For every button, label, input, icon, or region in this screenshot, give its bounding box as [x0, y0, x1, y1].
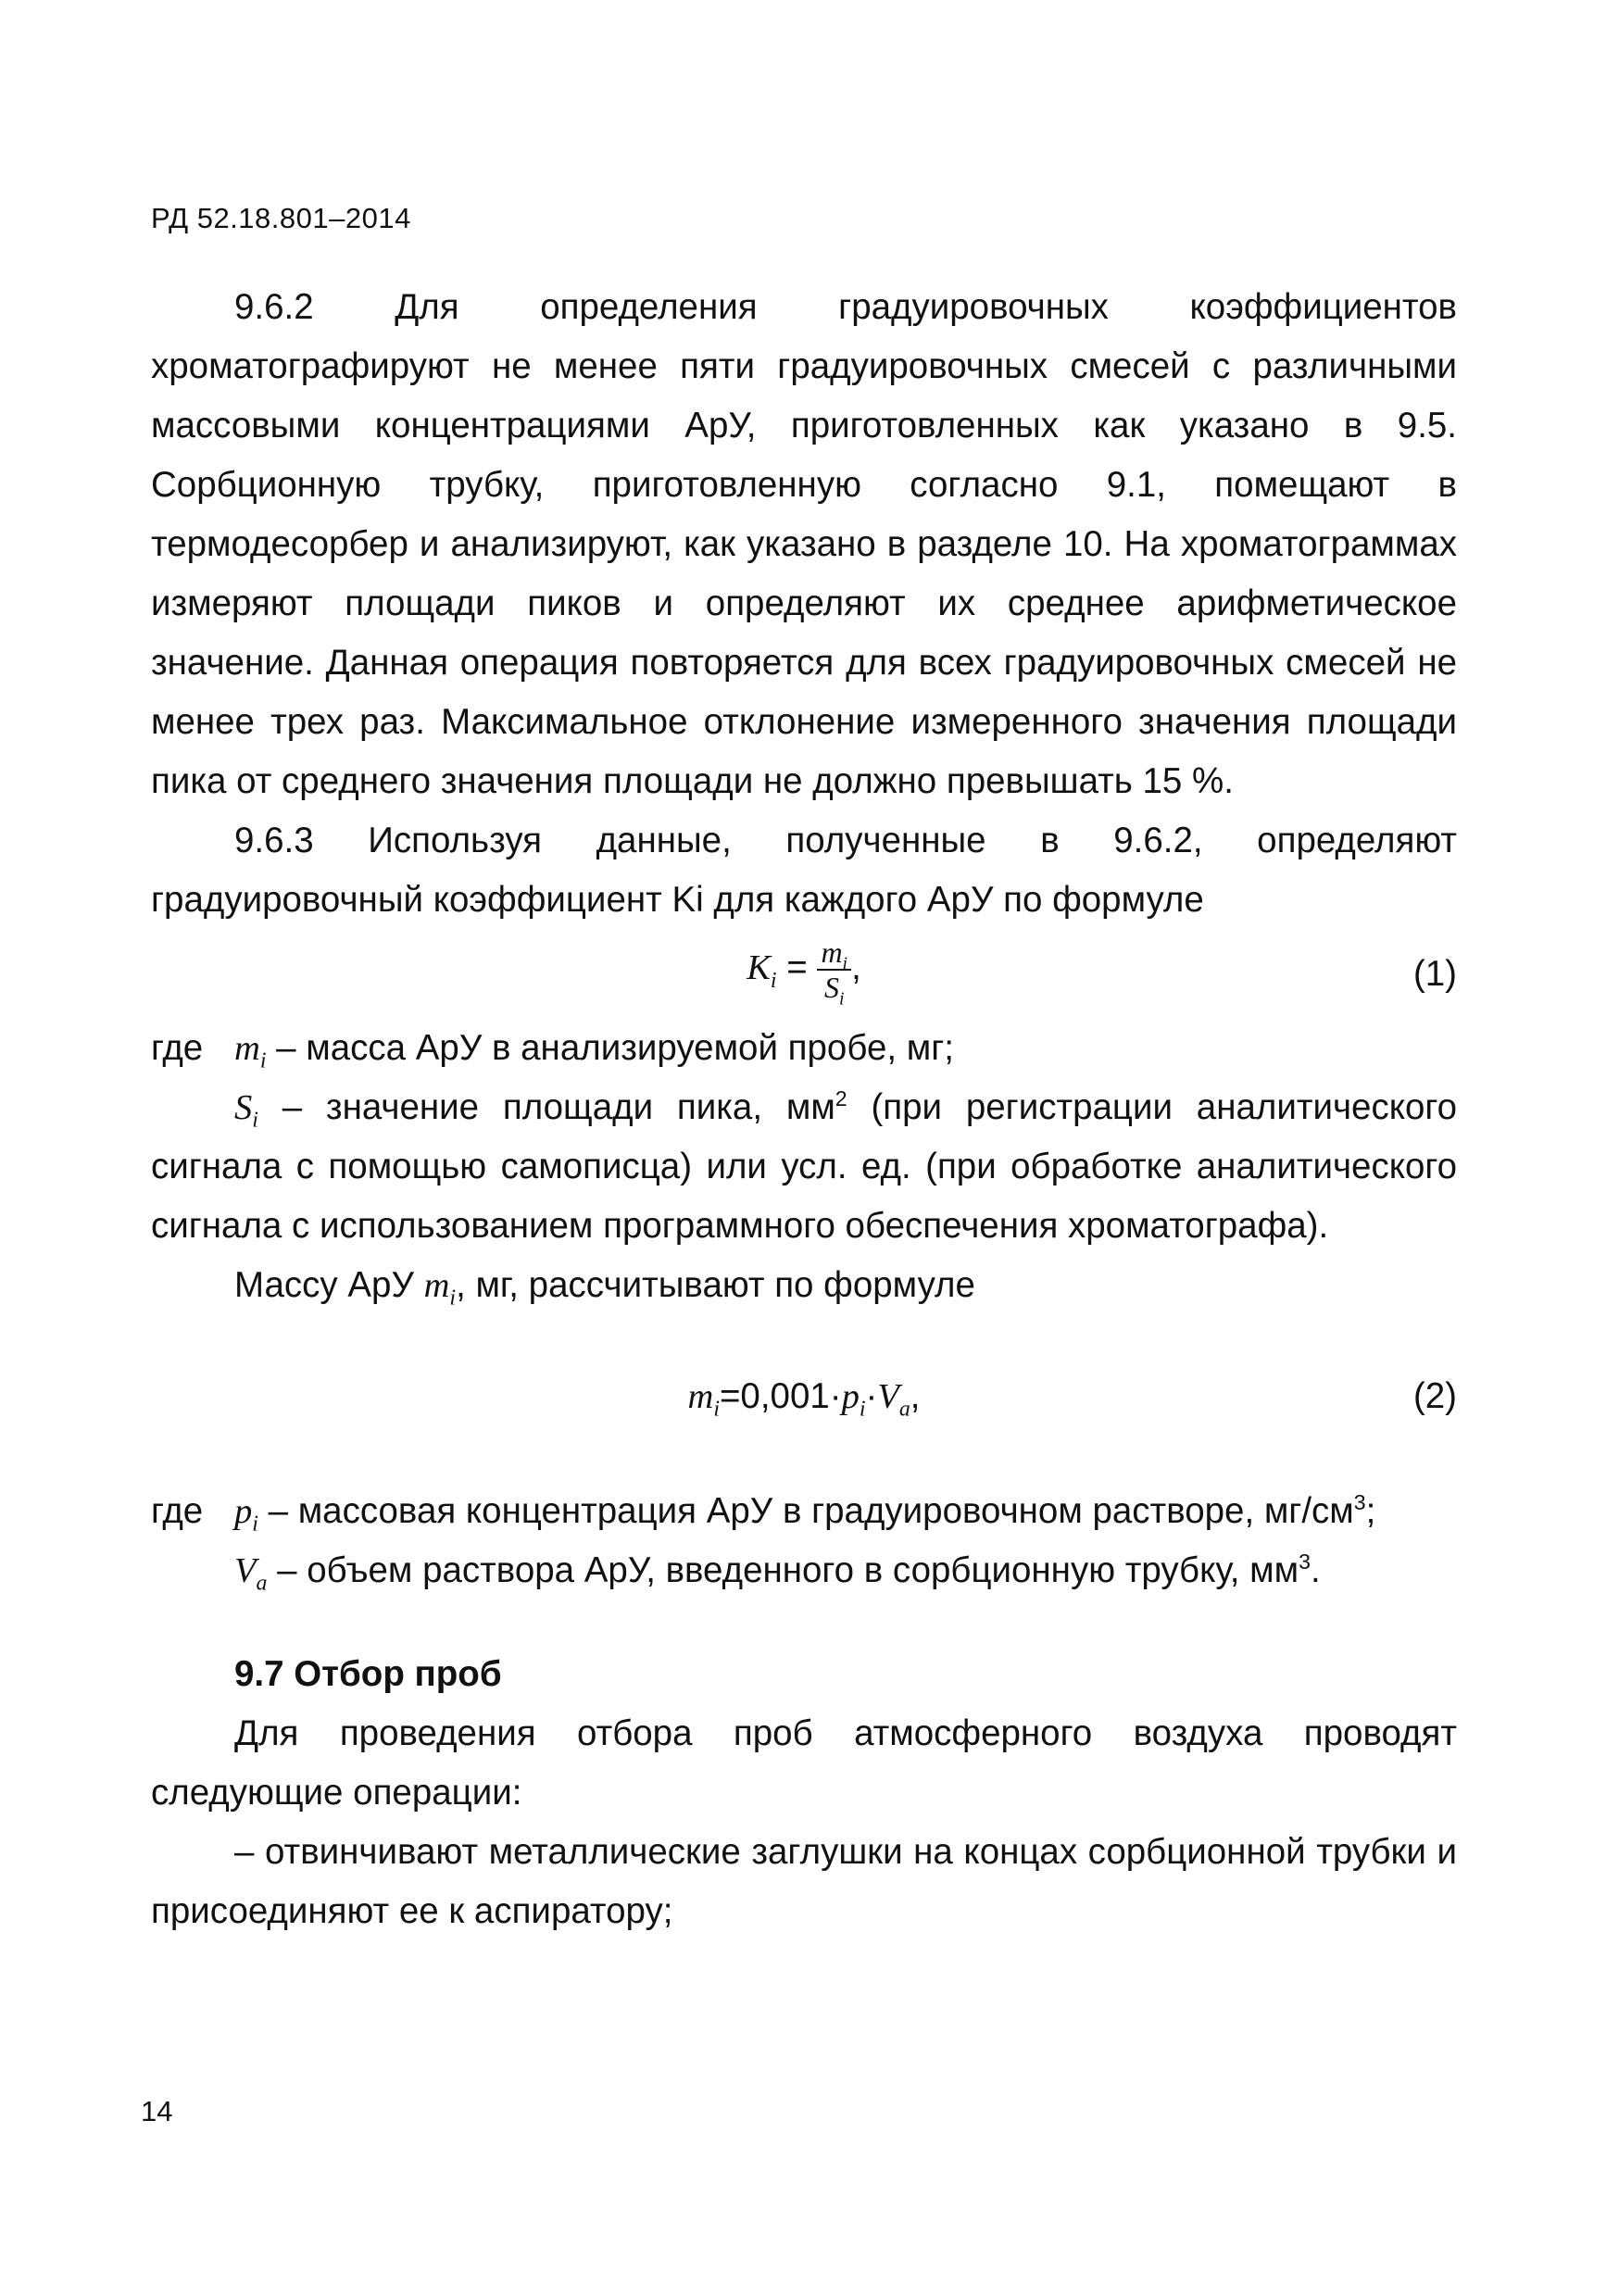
paragraph-9-6-3: 9.6.3 Используя данные, полученные в 9.6.2, определяют градуировочный коэффициент Ki для каждого АрУ по формуле: [151, 821, 1457, 920]
document-header: РД 52.18.801–2014: [151, 202, 411, 234]
where-block-1-s: $S_i$ – значение площади пика, $мм^2$ (при регистрации аналитического сигнала с помощью самописца) или усл. ед. (при обработке аналитического сигнала с использованием программного обеспечения хроматографа).: [151, 1086, 1458, 1246]
list-item-unscrew: – отвинчивают металлические заглушки на концах сорбционной трубки и присоединяют ее к аспиратору;: [151, 1832, 1457, 1931]
where-block-2-v: $V_a$ – объем раствора АрУ, введенного в сорбционную трубку, $мм^3$.: [234, 1549, 1321, 1596]
formula-1-row: [151, 930, 1457, 1019]
where-block-1: где $m_i$ – масса АрУ в анализируемой пробе, мг;: [151, 1028, 954, 1073]
section-heading-9-7: 9.7 Отбор проб: [234, 1654, 502, 1694]
formula-2: $m_i=0,001\cdot p_i\cdot V_a$,: [687, 1376, 921, 1422]
page-number: 14: [141, 2095, 173, 2127]
where-block-2: где $p_i$ – массовая концентрация АрУ в градуировочном растворе, $мг/см^3$;: [151, 1490, 1376, 1537]
formula-1-number: (1): [1412, 954, 1457, 994]
paragraph-mass: Массу АрУ $m_i$, мг, рассчитывают по формуле: [234, 1265, 975, 1311]
formula-2-row: [151, 1315, 1457, 1482]
paragraph-sampling: Для проведения отбора проб атмосферного воздуха проводят следующие операции:: [151, 1713, 1457, 1813]
main-text: [151, 278, 1457, 1941]
formula-1-fraction: $\frac{m_i}{S_i}$: [817, 935, 851, 1004]
formula-1: $K_i$ = $\frac{m_i}{S_i}$ ,: [747, 935, 861, 1010]
paragraph-9-6-2: 9.6.2 Для определения градуировочных коэффициентов хроматографируют не менее пяти градуировочных смесей с различными массовыми концентрациями АрУ, приготовленных как указано в 9.5. Сорбционную трубку, приготовленную согласно 9.1, помещают в термодесорбер и анализируют, как указано в разделе 10. На хроматограммах измеряют площади пиков и определяют их среднее арифметическое значение. Данная операция повторяется для всех градуировочных смесей не менее трех раз. Максимальное отклонение измеренного значения площади пика от среднего значения площади не должно превышать 15 %.: [151, 287, 1457, 801]
formula-2-number: (2): [1412, 1376, 1457, 1416]
